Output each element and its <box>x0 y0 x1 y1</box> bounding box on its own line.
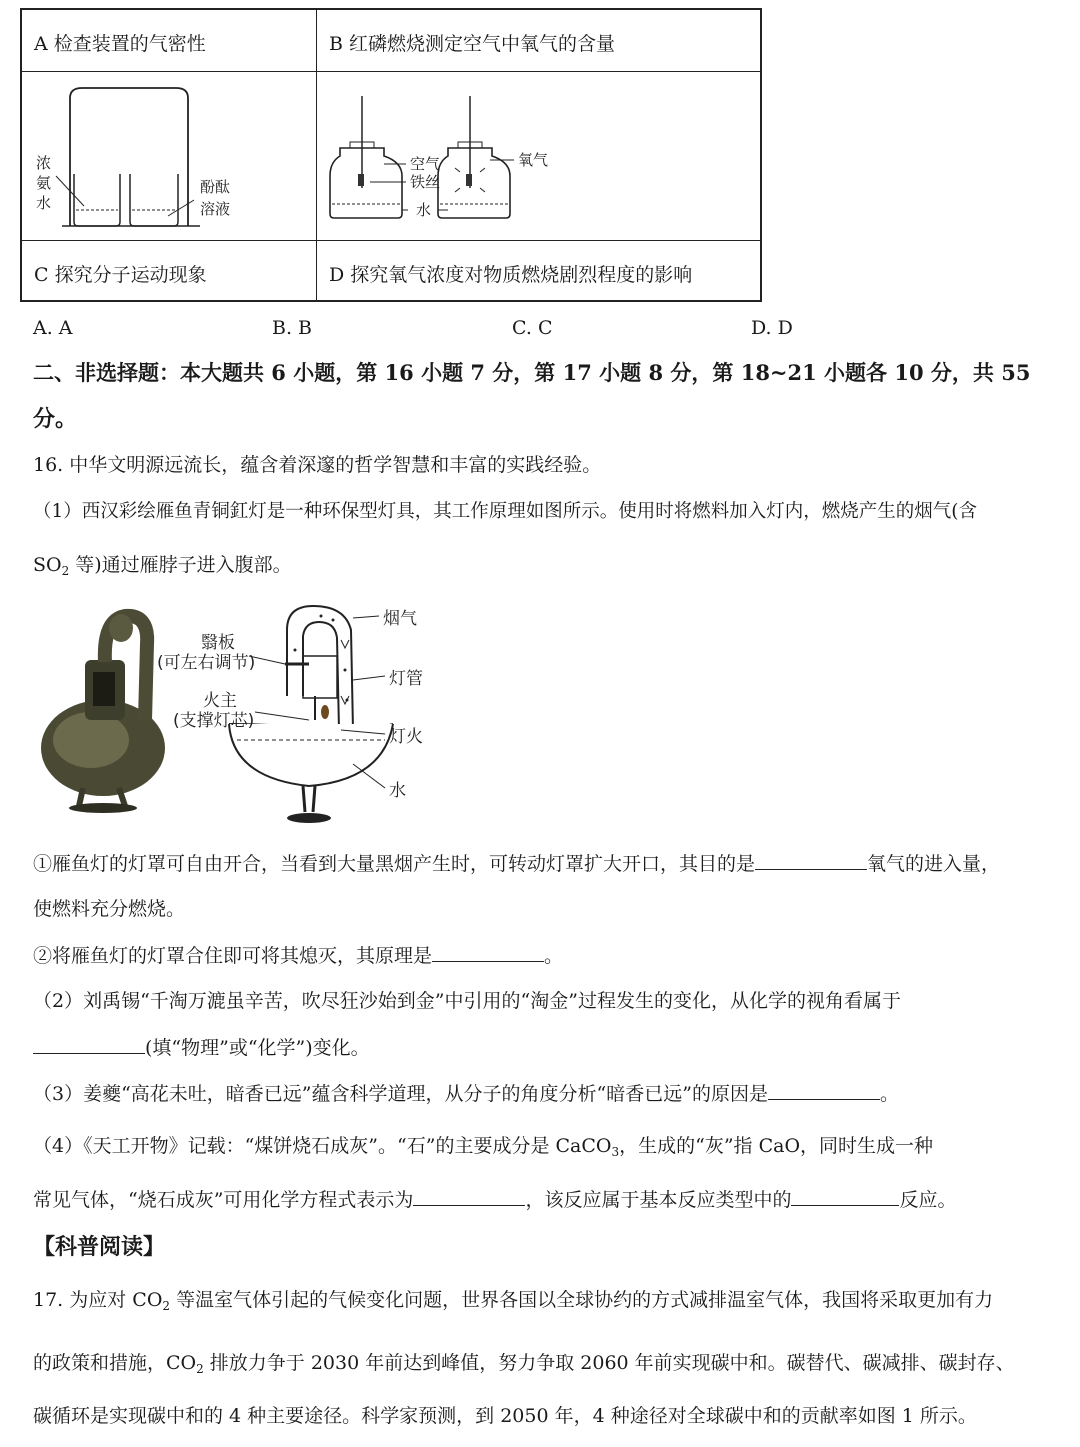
answer-blank-1[interactable] <box>755 852 867 870</box>
cell-d-label: D 探究氧气浓度对物质燃烧剧烈程度的影响 <box>329 264 693 286</box>
label-tube: 灯管 <box>389 669 423 689</box>
answer-blank-6[interactable] <box>791 1188 899 1206</box>
option-b[interactable]: B. B <box>272 317 313 339</box>
jar-oxygen <box>438 96 510 218</box>
section-heading-line1: 二、非选择题：本大题共 6 小题，第 16 小题 7 分，第 17 小题 8 分，第 18~21 小题各 10 分，共 55 <box>33 360 1031 385</box>
q16-sub2 <box>33 944 563 968</box>
goose-lamp-photo <box>41 614 165 813</box>
experiment-table <box>20 8 762 302</box>
q16-sub1-text-b: 氧气的进入量， <box>867 853 1001 875</box>
q16-sub2-end: 。 <box>544 945 564 967</box>
answer-blank-4[interactable] <box>768 1082 880 1100</box>
table-divider-vertical <box>316 10 317 300</box>
q16-part4-text-b: ，生成的“灰”指 CaO，同时生成一种 <box>619 1135 934 1157</box>
q17-line2-text-a: 的政策和措施，CO <box>33 1352 197 1374</box>
table-divider-row1 <box>22 71 760 72</box>
label-holder: 火主 <box>203 691 237 711</box>
label-phenolphthalein: 酚酞 <box>200 178 231 196</box>
q16-part4-line2-text-c: 反应。 <box>899 1189 957 1211</box>
label-oxygen: 氧气 <box>518 151 549 169</box>
so-formula: SO <box>33 554 62 576</box>
q16-part4-line1 <box>33 1134 933 1164</box>
label-concentrated: 浓 <box>36 154 52 172</box>
q16-part4-line2-text-b: ，该反应属于基本反应类型中的 <box>525 1189 792 1211</box>
q16-part3 <box>33 1082 899 1106</box>
label-ammonia: 氨 <box>36 174 52 192</box>
so-subscript: 2 <box>61 564 70 578</box>
cell-b-label: B 红磷燃烧测定空气中氧气的含量 <box>329 33 616 55</box>
molecular-motion-figure <box>28 76 312 238</box>
q17-line2 <box>33 1351 1015 1381</box>
answer-blank-2[interactable] <box>432 944 544 962</box>
q16-part4-line2 <box>33 1188 956 1212</box>
lamp-figure <box>33 600 453 830</box>
q16-part2-line2 <box>33 1036 370 1060</box>
combustion-figure <box>322 76 758 238</box>
label-solution: 溶液 <box>200 200 231 218</box>
option-d[interactable]: D. D <box>751 317 793 339</box>
q16-part1-line2 <box>33 553 292 583</box>
q16-part1-line2-text: 等)通过雁脖子进入腹部。 <box>69 554 292 576</box>
q16-part1-line1: （1）西汉彩绘雁鱼青铜釭灯是一种环保型灯具，其工作原理如图所示。使用时将燃料加入灯内，燃烧产生的烟气(含 <box>33 501 977 522</box>
q17-line1 <box>33 1288 993 1318</box>
label-iron-wire: 铁丝 <box>410 173 441 191</box>
option-a[interactable]: A. A <box>33 317 73 339</box>
label-plate-note: (可左右调节) <box>157 653 256 673</box>
q16-sub1-line1 <box>33 852 1000 876</box>
label-jar-water: 水 <box>416 201 432 219</box>
caco3-subscript: 3 <box>611 1145 620 1159</box>
reading-title: 【科普阅读】 <box>33 1234 166 1260</box>
table-divider-row2 <box>22 240 760 241</box>
label-fire: 灯火 <box>389 727 423 747</box>
label-smoke: 烟气 <box>383 609 417 629</box>
label-plate: 翳板 <box>201 633 235 653</box>
q16-sub2-text: ②将雁鱼灯的灯罩合住即可将其熄灭，其原理是 <box>33 945 433 967</box>
answer-blank-3[interactable] <box>33 1036 145 1054</box>
option-c[interactable]: C. C <box>512 317 553 339</box>
q16-part2-line1: （2）刘禹锡“千淘万漉虽辛苦，吹尽狂沙始到金”中引用的“淘金”过程发生的变化，从化学的视角看属于 <box>33 990 901 1012</box>
q17-line3: 碳循环是实现碳中和的 4 种主要途径。科学家预测，到 2050 年，4 种途径对全球碳中和的贡献率如图 1 所示。 <box>33 1405 977 1427</box>
q16-part4-text-a: （4）《天工开物》记载：“煤饼烧石成灰”。“石”的主要成分是 CaCO <box>33 1135 612 1157</box>
co2-subscript-1: 2 <box>162 1299 171 1313</box>
answer-blank-5[interactable] <box>413 1188 525 1206</box>
q16-part3-end: 。 <box>879 1083 899 1105</box>
q17-line1-text-a: 17. 为应对 CO <box>33 1289 163 1311</box>
label-water-basin: 水 <box>389 781 406 801</box>
q17-line2-text-b: 排放力争于 2030 年前达到峰值，努力争取 2060 年前实现碳中和。碳替代、碳减排、碳封存、 <box>203 1352 1015 1374</box>
section-heading-line2: 分。 <box>33 406 78 432</box>
q16-part4-line2-text-a: 常见气体，“烧石成灰”可用化学方程式表示为 <box>33 1189 414 1211</box>
label-air: 空气 <box>410 155 441 173</box>
beaker-right <box>130 174 178 226</box>
jar-air <box>330 96 402 218</box>
q16-part3-text: （3）姜夔“高花未吐，暗香已远”蕴含科学道理，从分子的角度分析“暗香已远”的原因是 <box>33 1083 768 1105</box>
label-holder-note: (支撑灯芯) <box>173 711 255 731</box>
cell-c-label: C 探究分子运动现象 <box>34 264 207 286</box>
q16-intro: 16. 中华文明源远流长，蕴含着深邃的哲学智慧和丰富的实践经验。 <box>33 454 602 476</box>
bell-jar <box>70 88 188 226</box>
co2-subscript-2: 2 <box>196 1362 204 1376</box>
cell-a-label: A 检查装置的气密性 <box>34 33 206 55</box>
q16-part2-line2-text: (填“物理”或“化学”)变化。 <box>145 1037 370 1059</box>
label-water: 水 <box>36 194 52 212</box>
beaker-left <box>74 174 120 226</box>
q16-sub1-text-a: ①雁鱼灯的灯罩可自由开合，当看到大量黑烟产生时，可转动灯罩扩大开口，其目的是 <box>33 853 756 875</box>
q17-line1-text-b: 等温室气体引起的气候变化问题，世界各国以全球协约的方式减排温室气体，我国将采取更加有力 <box>170 1289 994 1311</box>
q16-sub1-line2: 使燃料充分燃烧。 <box>33 898 186 920</box>
